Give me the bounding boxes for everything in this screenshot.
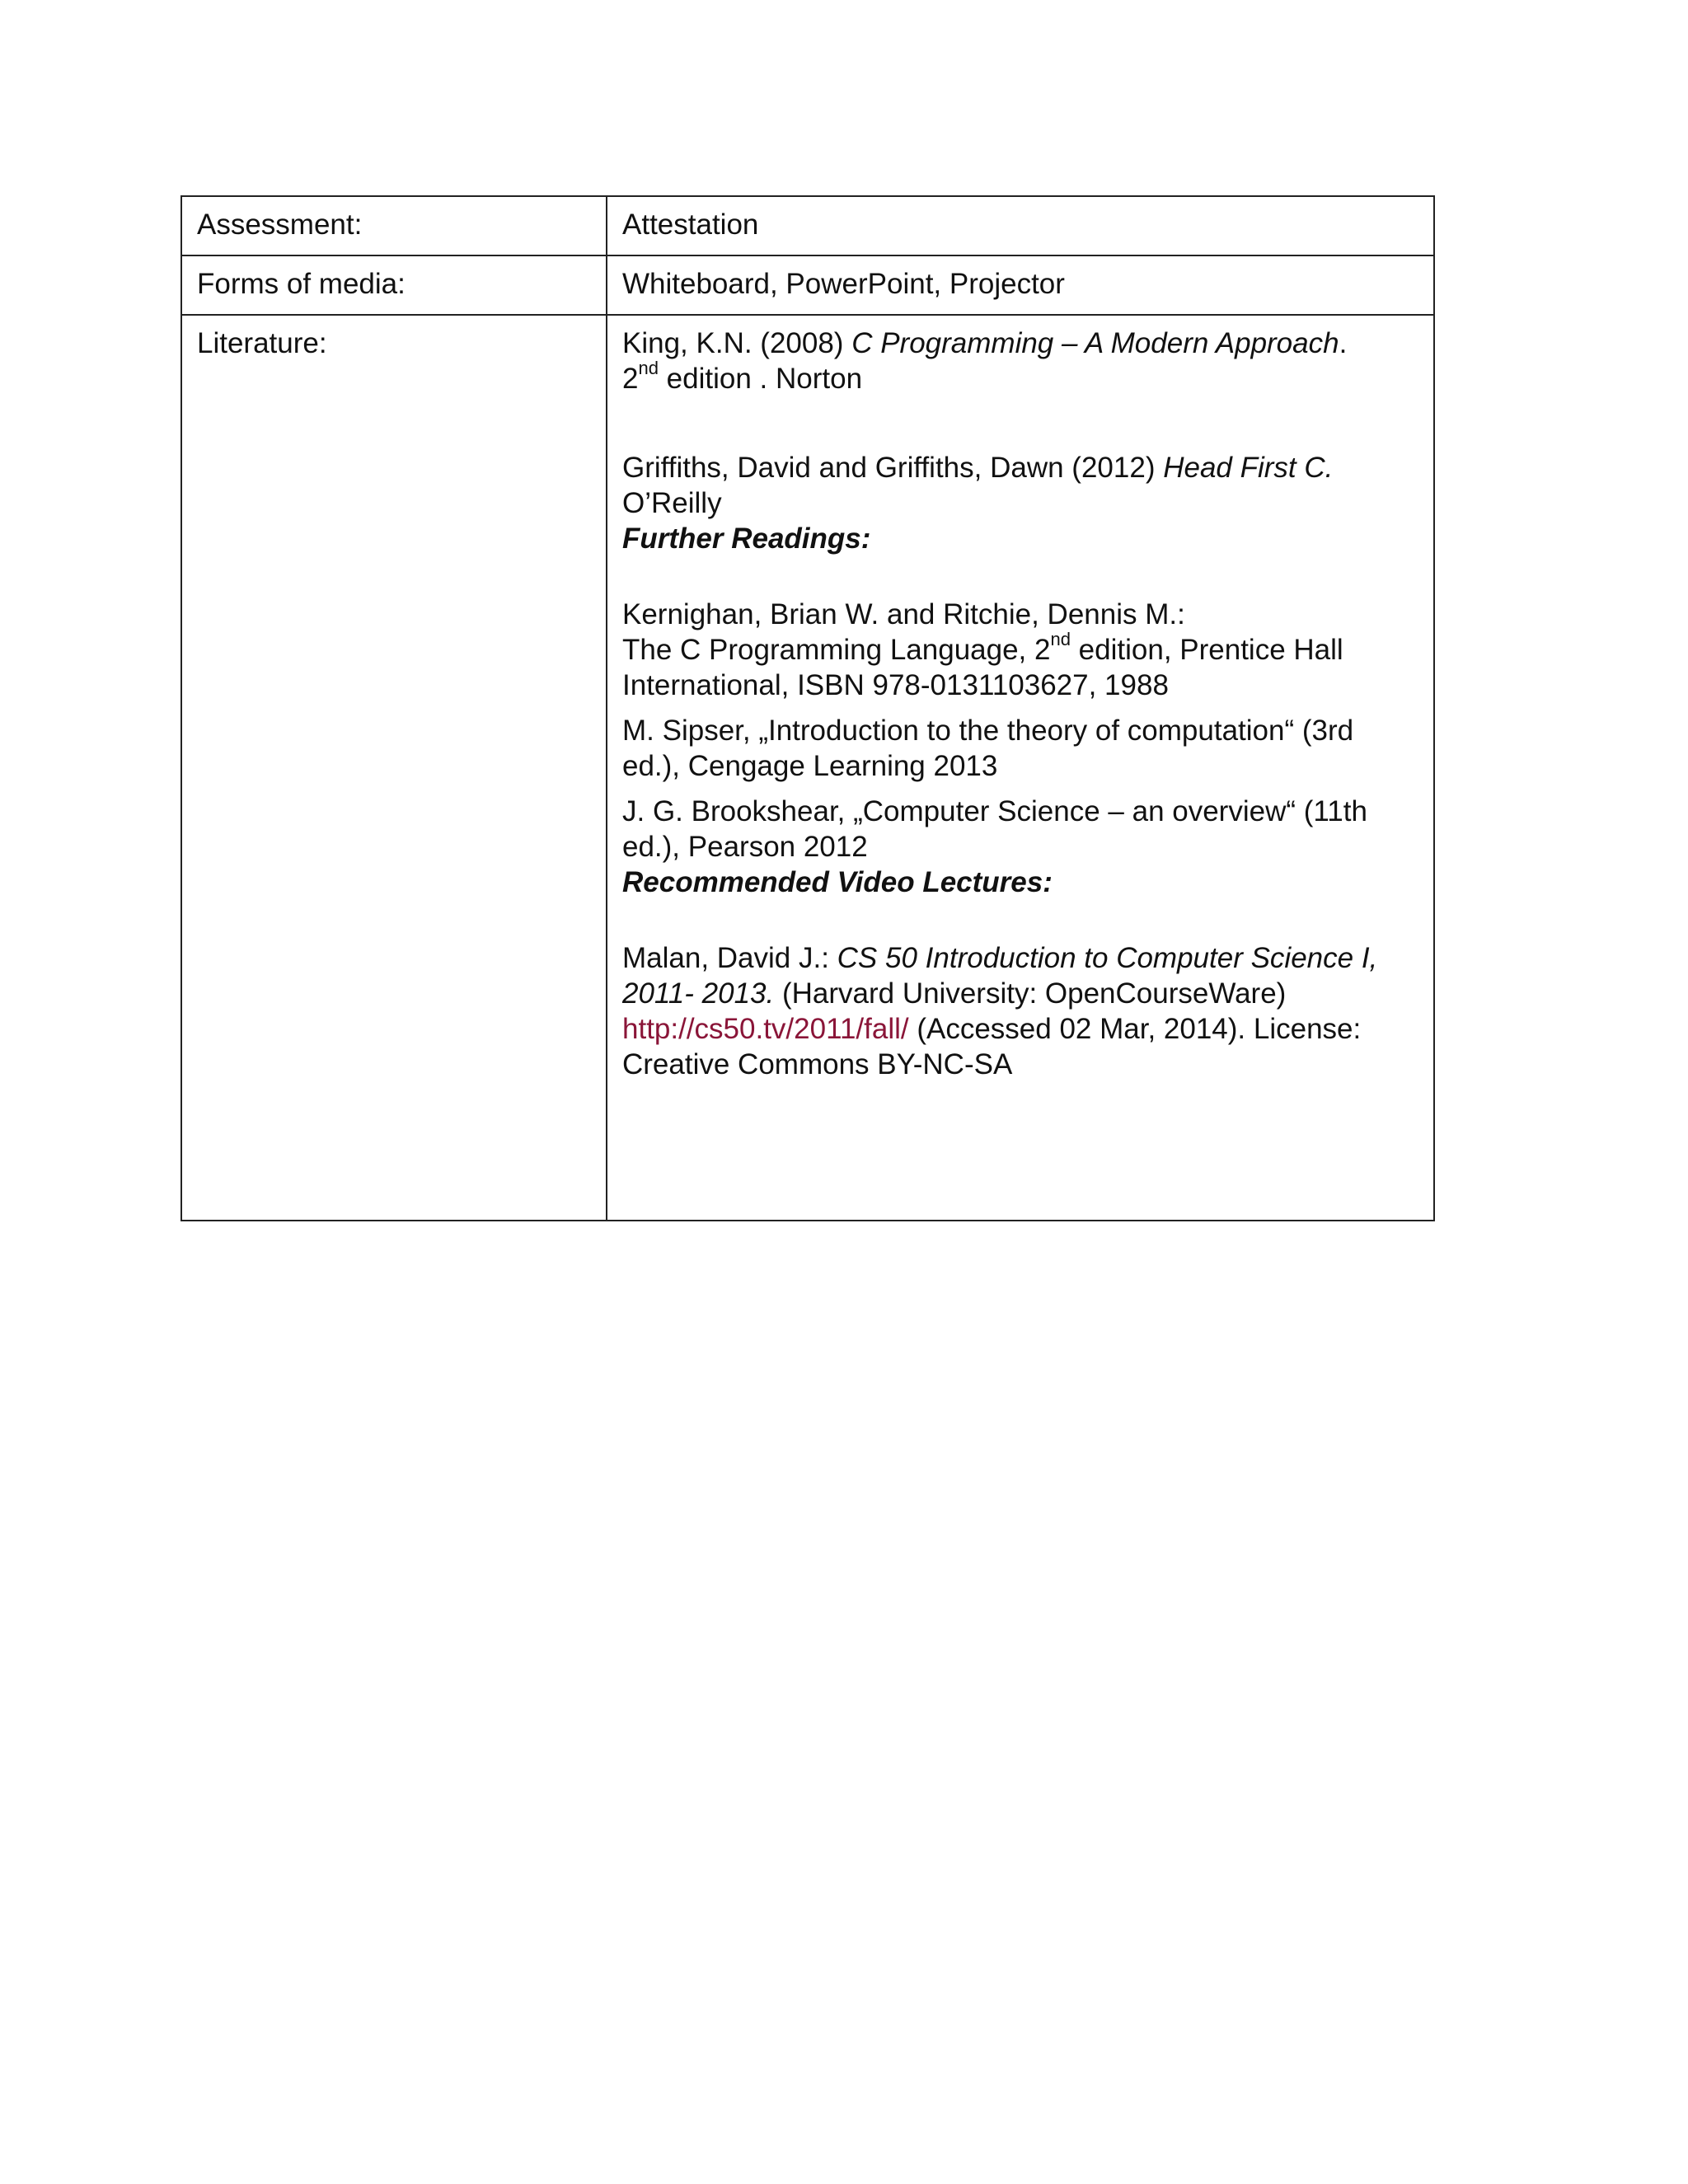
reference-king bbox=[622, 326, 1418, 396]
malan-author: Malan, David J.: bbox=[622, 942, 837, 974]
kernighan-title: The C Programming Language, 2 bbox=[622, 634, 1051, 666]
king-edition-rest: edition . Norton bbox=[658, 363, 863, 395]
media-label: Forms of media: bbox=[181, 255, 607, 315]
kernighan-authors: Kernighan, Brian W. and Ritchie, Dennis M.: bbox=[622, 598, 1185, 630]
malan-license: (Accessed 02 Mar, 2014). License: Creative Commons BY-NC-SA bbox=[622, 1013, 1362, 1080]
reference-sipser: M. Sipser, „Introduction to the theory of computation“ (3rd ed.), Cengage Learning 2013 bbox=[622, 715, 1354, 782]
literature-value bbox=[607, 315, 1434, 1221]
malan-title: CS 50 Introduction to Computer Science I, 2011- 2013. bbox=[622, 942, 1378, 1010]
reference-griffiths bbox=[622, 450, 1418, 521]
assessment-value: Attestation bbox=[607, 196, 1434, 255]
cs50-link[interactable]: http://cs50.tv/2011/fall/ bbox=[622, 1013, 909, 1045]
further-readings-heading: Further Readings: bbox=[622, 523, 871, 555]
malan-source: (Harvard University: OpenCourseWare) bbox=[774, 977, 1287, 1010]
media-value: Whiteboard, PowerPoint, Projector bbox=[607, 255, 1434, 315]
reference-malan bbox=[622, 940, 1418, 1082]
table-row-literature bbox=[181, 315, 1434, 1221]
griffiths-title: Head First C. bbox=[1163, 452, 1334, 484]
table-row-media bbox=[181, 255, 1434, 315]
griffiths-author: Griffiths, David and Griffiths, Dawn (2012) bbox=[622, 452, 1164, 484]
assessment-label: Assessment: bbox=[181, 196, 607, 255]
king-edition-number: 2 bbox=[622, 363, 639, 395]
reference-kernighan bbox=[622, 597, 1418, 703]
kernighan-details: edition, Prentice Hall International, ISBN 978-0131103627, 1988 bbox=[622, 634, 1343, 701]
table-row-assessment bbox=[181, 196, 1434, 255]
king-author: King, K.N. (2008) bbox=[622, 327, 852, 359]
video-lectures-heading: Recommended Video Lectures: bbox=[622, 866, 1053, 898]
literature-label: Literature: bbox=[181, 315, 607, 1221]
kernighan-edition-suffix: nd bbox=[1050, 629, 1071, 650]
king-title: C Programming – A Modern Approach bbox=[851, 327, 1339, 359]
reference-brookshear: J. G. Brookshear, „Computer Science – an overview“ (11th ed.), Pearson 2012 bbox=[622, 795, 1367, 863]
griffiths-publisher: O’Reilly bbox=[622, 487, 722, 519]
king-edition-suffix: nd bbox=[638, 358, 659, 379]
module-info-table bbox=[181, 195, 1435, 1221]
king-dot: . bbox=[1339, 327, 1348, 359]
